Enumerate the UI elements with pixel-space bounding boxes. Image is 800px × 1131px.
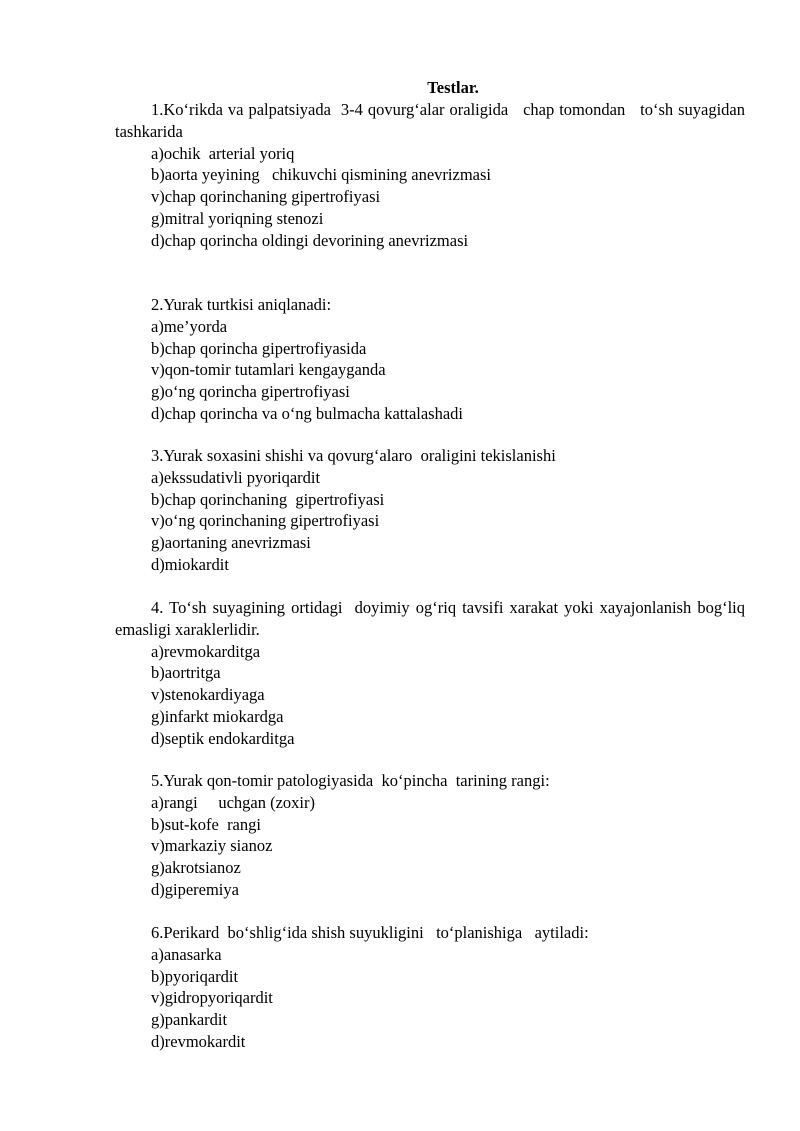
question-5-options [115,792,745,901]
option-5v: v)markaziy sianoz [151,836,273,856]
question-3-text: 3.Yurak soxasini shishi va qovurg‘alaro oraligini tekislanishi [151,446,556,465]
question-1-text: 1.Ko‘rikda va palpatsiyada 3-4 qovurg‘alar oraligida chap tomondan to‘sh suyagidan tashkarida [115,100,766,141]
option-4b: b)aortritga [151,663,221,683]
option-1b: b)aorta yeyining chikuvchi qismining anevrizmasi [151,165,491,185]
question-2-options [115,316,745,425]
question-6-options [115,944,745,1053]
question-4 [115,597,750,750]
option-2b: b)chap qorincha gipertrofiyasida [151,338,367,358]
option-6a: a)anasarka [151,944,222,964]
option-3g: g)aortaning anevrizmasi [151,533,311,553]
question-6 [115,922,745,1053]
question-5-text: 5.Yurak qon-tomir patologiyasida ko‘pincha tarining rangi: [151,771,550,790]
option-5b: b)sut-kofe rangi [151,814,261,834]
option-5d: d)giperemiya [151,879,239,899]
page-title: Testlar. [427,78,479,97]
option-6d: d)revmokardit [151,1031,246,1051]
option-3a: a)ekssudativli pyoriqardit [151,467,321,487]
option-4d: d)septik endokarditga [151,728,295,748]
question-4-text: 4. To‘sh suyagining ortidagi doyimiy og‘riq tavsifi xarakat yoki xayajonlanish bog‘liq emasligi xaraklerlidir. [115,598,750,639]
option-1a: a)ochik arterial yoriq [151,143,295,163]
question-4-options [115,641,745,750]
question-3-options [115,467,745,576]
option-4v: v)stenokardiyaga [151,685,265,705]
option-2g: g)o‘ng qorincha gipertrofiyasi [151,382,350,402]
question-2 [115,294,745,425]
option-1d: d)chap qorincha oldingi devorining anevrizmasi [151,230,469,250]
option-2d: d)chap qorincha va o‘ng bulmacha kattalashadi [151,403,464,423]
option-4a: a)revmokarditga [151,641,261,661]
question-5 [115,770,745,901]
option-2v: v)qon-tomir tutamlari kengayganda [151,360,386,380]
question-2-text: 2.Yurak turtkisi aniqlanadi: [151,295,332,314]
option-1v: v)chap qorinchaning gipertrofiyasi [151,187,381,207]
option-3v: v)o‘ng qorinchaning gipertrofiyasi [151,511,380,531]
option-5a: a)rangi uchgan (zoxir) [151,792,316,812]
question-1-options [115,143,745,252]
option-6v: v)gidropyoriqardit [151,988,273,1008]
option-6g: g)pankardit [151,1010,228,1030]
option-3d: d)miokardit [151,554,229,574]
option-6b: b)pyoriqardit [151,966,239,986]
question-1 [115,99,766,252]
question-3 [115,445,745,576]
option-2a: a)me’yorda [151,316,228,336]
option-5g: g)akrotsianoz [151,858,241,878]
option-4g: g)infarkt miokardga [151,706,284,726]
option-3b: b)chap qorinchaning gipertrofiyasi [151,489,385,509]
question-6-text: 6.Perikard bo‘shlig‘ida shish suyukligini to‘planishiga aytiladi: [151,923,589,942]
option-1g: g)mitral yoriqning stenozi [151,208,324,228]
